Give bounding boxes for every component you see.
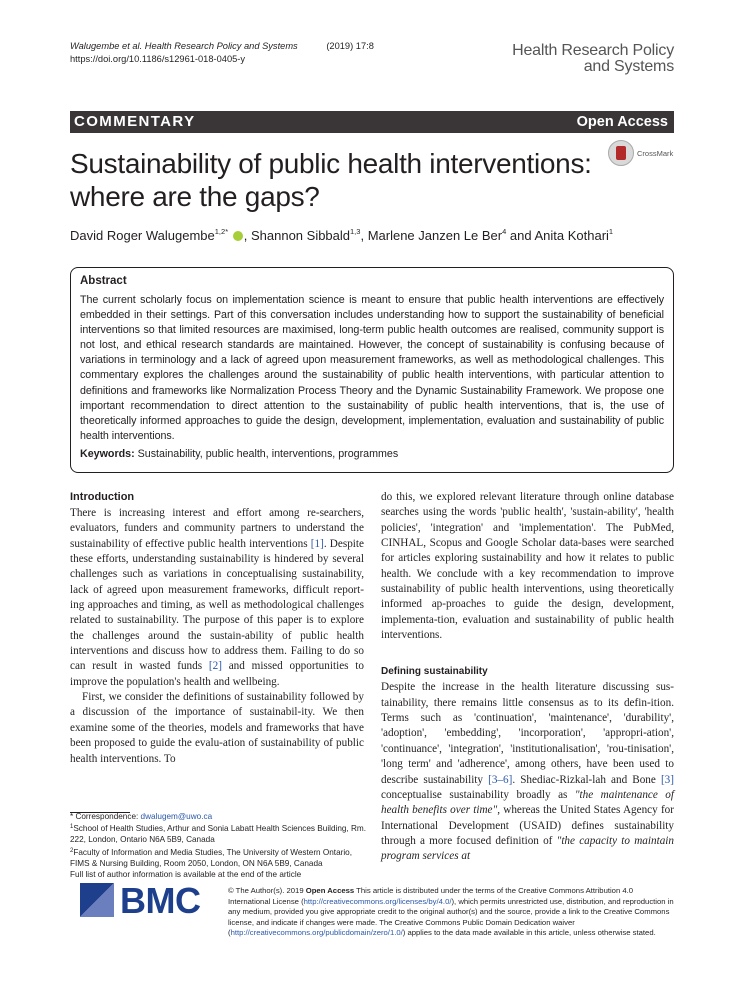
section-heading-defining-sustainability: Defining sustainability bbox=[381, 666, 488, 678]
affiliation-2 bbox=[70, 846, 370, 869]
author-affiliation-sup: 1,2* bbox=[214, 227, 229, 236]
bmc-logo-text: BMC bbox=[120, 880, 201, 921]
copyright: © The Author(s). 2019 bbox=[228, 886, 306, 895]
affiliation-sup: 1 bbox=[70, 824, 74, 831]
author-name[interactable]: Anita Kothari bbox=[534, 228, 609, 243]
crossmark-icon bbox=[608, 140, 634, 166]
author-affiliation-sup: 1,3 bbox=[350, 227, 361, 236]
author-affiliation-sup: 4 bbox=[502, 227, 507, 236]
text-run: Despite the increase in the health literature discussing sus-tainability, there remains little consensus as to its defin-ition. Terms such as 'continuation', 'maintenance', 'durability', 'adoption', 'embedding', 'incorporation', 'appropri-ation', 'continuance', 'integration', 'institutionalisation', 'rou-tinisation', 'long term' and 'adherence', among others, have been used to describe sustainability bbox=[381, 681, 674, 786]
article-title: Sustainability of public health interventions: where are the gaps? bbox=[70, 148, 592, 212]
intro-paragraph-1 bbox=[70, 506, 364, 690]
correspondence-label: * Correspondence: bbox=[70, 812, 141, 821]
text-run: conceptualise sustainability broadly as bbox=[381, 788, 575, 801]
text-run: and missed opportunities to improve the population's health and wellbeing. bbox=[70, 660, 364, 688]
affiliation-text: Faculty of Information and Media Studies, The University of Western Ontario, FIMS & Nursing Building, Room 2050, London, ON N6A 5B9, Canada bbox=[70, 847, 352, 868]
intro-paragraph-2: First, we consider the definitions of sustainability followed by a discussion of the importance of sustainabil-ity. We then examine some of the theories, models and frameworks that have been proposed to guide the evalu-ation of sustainability of public health interventions. To bbox=[70, 691, 364, 765]
abstract-text: The current scholarly focus on implementation science is meant to ensure that public health interventions are effectively embedded in their settings. Part of this conversation includes understanding how to support the sustainability of beneficial interventions so that limited resources are maximised, long-term public health outcomes are realised, community support is not lost, and ethical research standards are maintained. However, the concept of sustainability is confusing because of variations in terminology and a lack of agreed upon measurement frameworks, as well as methodological challenges. This commentary explores the challenges around the sustainability of public health interventions, with particular attention to definitions and frameworks like Normalization Process Theory and the Dynamic Sustainability Framework. We propose one important recommendation to direct attention to the sustainability of public health interventions, that is, the use of theoretically informed approaches to guide the design, development, implementation, evaluation and sustainability of public health interventions. bbox=[80, 294, 664, 442]
author-list: David Roger Walugembe$^{1,2*}$ , Shannon Sibbald$^{1,3}$, Marlene Janzen Le Ber$^4$ and Anita Kothari$^1$ bbox=[70, 227, 614, 243]
journal-title-line2: and Systems bbox=[583, 58, 674, 75]
affiliation-text: School of Health Studies, Arthur and Sonia Labatt Health Sciences Building, Rm. 222, London, Ontario N6A 5B9, Canada bbox=[70, 824, 366, 845]
text-run: . Shediac-Rizkal-lah and Bone bbox=[512, 773, 661, 786]
abstract-box bbox=[70, 267, 674, 473]
journal-title bbox=[452, 43, 674, 75]
author-info-note: Full list of author information is available at the end of the article bbox=[70, 870, 302, 880]
footnotes bbox=[70, 811, 370, 880]
running-header bbox=[70, 40, 374, 66]
author-name[interactable]: Marlene Janzen Le Ber bbox=[367, 228, 503, 243]
license-link[interactable]: http://creativecommons.org/licenses/by/4.0/ bbox=[303, 896, 452, 906]
affiliation-sup: 2 bbox=[70, 847, 74, 854]
correspondence bbox=[70, 811, 370, 822]
abstract-heading: Abstract bbox=[80, 275, 127, 287]
text-run: There is increasing interest and effort among re-searchers, evaluators, funders and community partners to understand the sustainability of effective public health interventions bbox=[70, 507, 364, 550]
text-run: This article is distributed under the terms of the Creative Commons Attribution 4.0 International License ( bbox=[228, 886, 634, 906]
citation-link[interactable]: [1] bbox=[310, 537, 324, 550]
author-name[interactable]: Shannon Sibbald bbox=[250, 228, 351, 243]
bmc-logo-mark-icon bbox=[80, 883, 114, 917]
citation-link[interactable]: [2] bbox=[208, 660, 222, 673]
citation-link[interactable]: [3–6] bbox=[488, 773, 513, 786]
orcid-icon[interactable] bbox=[233, 231, 243, 241]
header-citation: Walugembe et al. Health Research Policy and Systems bbox=[70, 41, 298, 51]
text-run: ), which permits unrestricted use, distribution, and reproduction in any medium, provided you give appropriate credit to the original author(s) and the source, provide a link to the Creative Commons license, and indicate if changes were made. The Creative Commons Public Domain Dedication waiver ( bbox=[228, 896, 674, 938]
article-type: COMMENTARY bbox=[74, 113, 196, 130]
keywords bbox=[80, 447, 664, 462]
author-name[interactable]: David Roger Walugembe bbox=[70, 228, 215, 243]
header-year-volume: (2019) 17:8 bbox=[326, 41, 374, 51]
keywords-list: Sustainability, public health, interventions, programmes bbox=[137, 447, 399, 460]
text-run: , whereas the United States Agency for International Development (USAID) defines sustainability through a more focused definition of bbox=[381, 804, 674, 847]
article-type-banner bbox=[70, 111, 674, 133]
crossmark-badge[interactable] bbox=[608, 140, 678, 170]
correspondence-email-link[interactable]: dwalugem@uwo.ca bbox=[140, 812, 213, 821]
quote: "the capacity to maintain program services at bbox=[381, 834, 674, 863]
citation-link[interactable]: [3] bbox=[660, 773, 674, 786]
keywords-label: Keywords: bbox=[80, 447, 135, 460]
bmc-logo bbox=[80, 880, 210, 921]
text-run: ) applies to the data made available in this article, unless otherwise stated. bbox=[402, 928, 656, 938]
body-column-left bbox=[70, 490, 364, 767]
affiliation-1 bbox=[70, 822, 370, 845]
section-heading-introduction: Introduction bbox=[70, 491, 135, 503]
intro-paragraph-continued: do this, we explored relevant literature through online database searches using the words 'public health', 'sustain-ability', 'health policies', 'integration' and 'implementation'. The PubMed, CINHAL, Scopus and Google Scholar data-bases were searched for articles exploring sustainability and how it relates to public health. We conclude with a key recommendation to improve sustainability of public health interventions, using theoretically informed ap-proaches to guide the design, development, implementa-tion, evaluation and sustainability of public health interventions. bbox=[381, 491, 674, 642]
body-column-right bbox=[381, 490, 674, 865]
license-statement bbox=[228, 886, 674, 939]
defining-paragraph-1 bbox=[381, 680, 674, 864]
author-affiliation-sup: 1 bbox=[608, 227, 614, 236]
quote: "the maintenance of health benefits over time" bbox=[381, 788, 674, 817]
public-domain-link[interactable]: http://creativecommons.org/publicdomain/zero/1.0/ bbox=[230, 928, 403, 938]
header-doi-link[interactable]: https://doi.org/10.1186/s12961-018-0405-y bbox=[70, 54, 246, 64]
open-access-label: Open Access bbox=[576, 114, 668, 130]
crossmark-label: CrossMark bbox=[637, 149, 674, 158]
open-access-bold: Open Access bbox=[305, 886, 355, 895]
text-run: . Despite these efforts, understanding sustainability is hindered by several challenges such as variations in conceptualising sustainability, lack of agreed upon measurement frameworks, difficult report-ing approaches and timing, as well as methodological challenges related to sustainability. The purpose of this paper is to explore the challenges around the sustain-ability of public health interventions and discuss how to address them. Failing to do so can result in wasted funds bbox=[70, 537, 364, 673]
journal-title-line1: Health Research Policy bbox=[512, 42, 674, 59]
